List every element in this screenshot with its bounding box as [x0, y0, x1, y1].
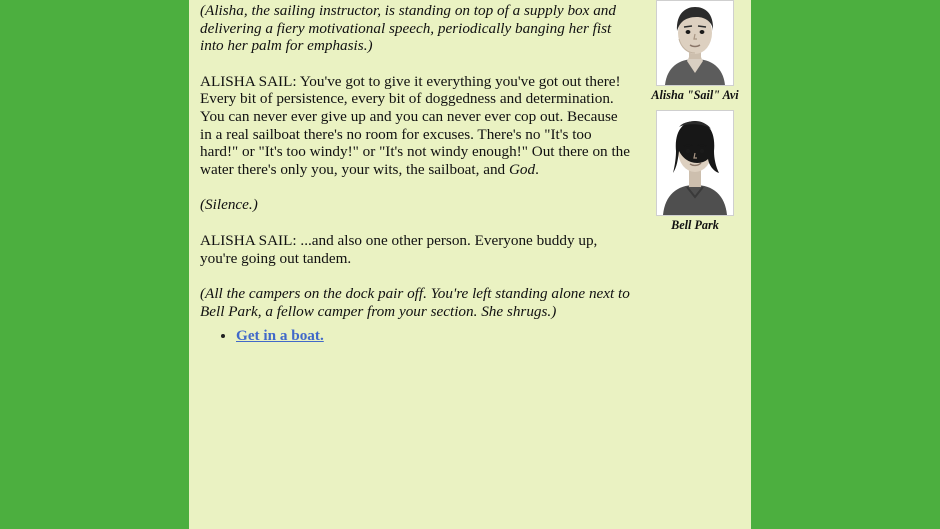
dialogue-alisha-1 — [200, 73, 630, 179]
stage-direction-3: (All the campers on the dock pair off. You're left standing alone next to Bell Park, a fellow camper from your section. She shrugs.) — [200, 285, 630, 320]
portrait-bell-image — [656, 110, 734, 216]
choice-get-in-a-boat[interactable]: Get in a boat. — [236, 327, 324, 344]
choice-list-items — [200, 326, 720, 346]
dialogue-alisha-1-text: ALISHA SAIL: You've got to give it everything you've got out there! Every bit of persistence, every bit of doggedness and determination. You can never ever give up and you can never ever cop out. Because in a real sailboat there's no room for excuses. There's no "It's too hard!" or "It's too windy!" or "It's not windy enough!" Out there on the water there's only you, your wits, the sailboat, and — [200, 72, 631, 178]
portrait-bell-caption: Bell Park — [671, 218, 719, 232]
character-portrait-icon — [657, 1, 733, 85]
stage-direction-2: (Silence.) — [200, 196, 258, 214]
story-content-column — [189, 0, 751, 529]
dialogue-alisha-1-tail: . — [535, 160, 539, 178]
stage-direction-1: (Alisha, the sailing instructor, is standing on top of a supply box and delivering a fiery motivational speech, periodically banging her fist into her palm for emphasis.) — [200, 2, 616, 55]
portrait-alisha-image — [656, 0, 734, 86]
dialogue-alisha-1-emphasis: God — [508, 160, 536, 178]
portrait-alisha — [645, 0, 745, 102]
dialogue-alisha-2: ALISHA SAIL: ...and also one other person. Everyone buddy up, you're going out tandem. — [200, 231, 598, 267]
character-portrait-icon — [657, 111, 733, 215]
portrait-alisha-caption: Alisha "Sail" Avi — [651, 88, 739, 102]
portrait-bell — [645, 110, 745, 232]
portrait-panel — [645, 0, 745, 240]
list-item — [236, 326, 720, 346]
choice-list — [200, 326, 720, 346]
story-text — [200, 0, 630, 338]
